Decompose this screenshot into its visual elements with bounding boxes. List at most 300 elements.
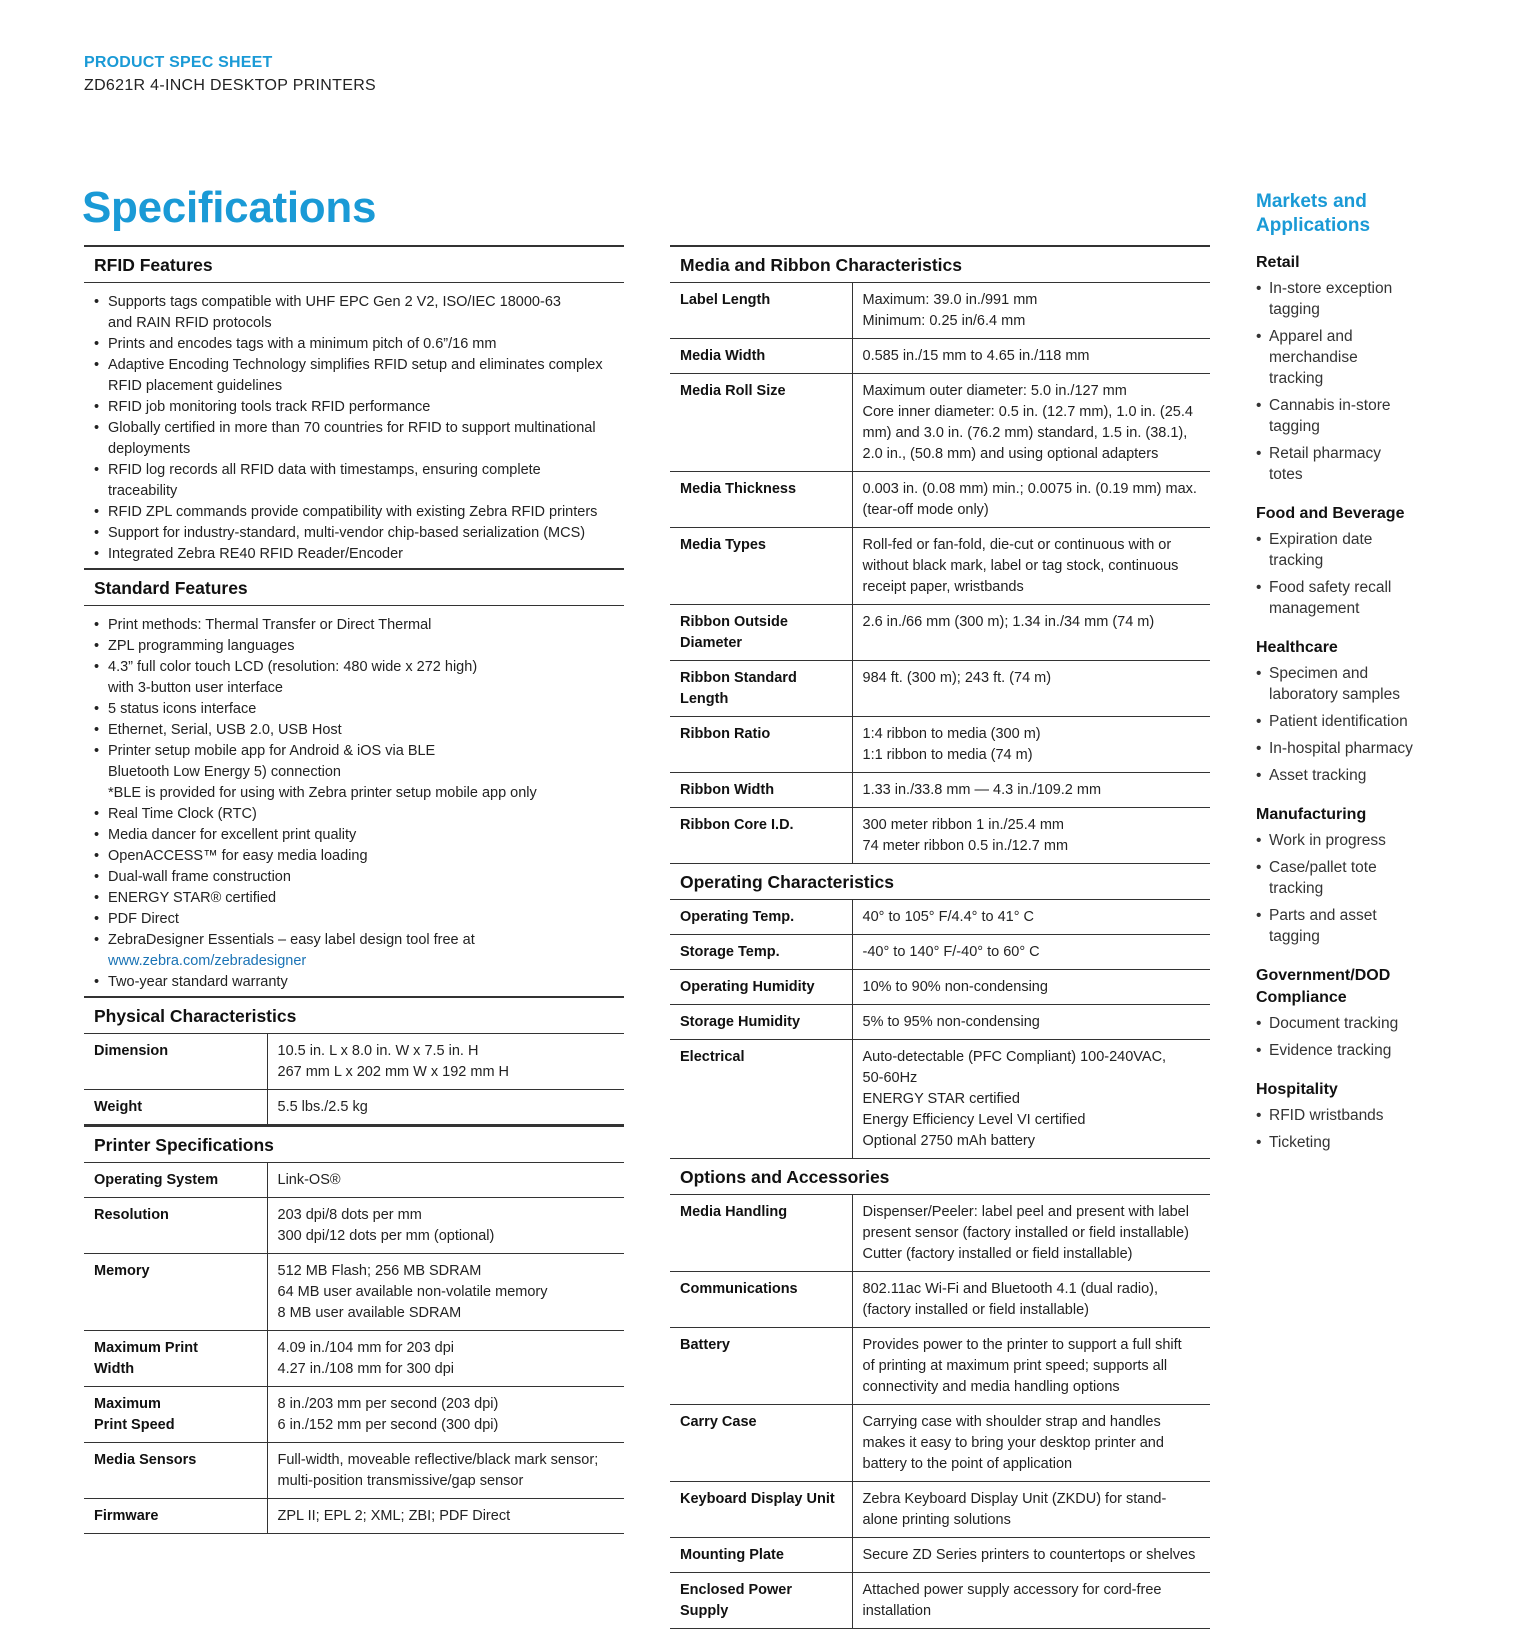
table-row xyxy=(670,1272,1210,1328)
spec-value-line: 984 ft. (300 m); 243 ft. (74 m) xyxy=(862,670,1052,686)
market-application xyxy=(1256,1040,1486,1061)
table-row xyxy=(84,1034,624,1090)
spec-label-line: Communications xyxy=(680,1281,798,1297)
market-application-line: • Food safety recall xyxy=(1269,579,1392,596)
options-accessories-section xyxy=(670,1159,1210,1629)
operating-characteristics-section xyxy=(670,864,1210,1159)
spec-value xyxy=(852,1195,1210,1272)
list-item xyxy=(94,972,616,993)
table-row xyxy=(670,773,1210,808)
spec-label-line: Media Sensors xyxy=(94,1452,197,1468)
spec-value xyxy=(852,1328,1210,1405)
list-item xyxy=(94,615,616,636)
market-applications xyxy=(1256,1013,1486,1061)
list-item-line: Bluetooth Low Energy 5) connection xyxy=(108,764,341,780)
standard-features-section xyxy=(84,568,624,996)
spec-label-line: Dimension xyxy=(94,1043,169,1059)
spec-label-line: Label Length xyxy=(680,292,771,308)
markets-list xyxy=(1256,252,1486,1153)
spec-label-line: Media Thickness xyxy=(680,481,797,497)
list-item xyxy=(94,502,616,523)
market-applications xyxy=(1256,278,1486,485)
spec-label xyxy=(670,1195,852,1272)
market-application-line: totes xyxy=(1269,466,1303,483)
market-application-line: • Apparel and xyxy=(1269,328,1353,345)
list-item xyxy=(94,418,616,460)
spec-label-line: Electrical xyxy=(680,1049,745,1065)
list-item xyxy=(94,292,616,334)
list-item-line: deployments xyxy=(108,441,191,457)
market-application-line: • Patient identification xyxy=(1269,713,1408,730)
printer-specifications-section xyxy=(84,1125,624,1534)
market-application xyxy=(1256,857,1486,899)
list-item-line: • Dual-wall frame construction xyxy=(108,869,291,885)
spec-label-line: Ribbon Standard xyxy=(680,670,797,686)
spec-value xyxy=(267,1387,624,1443)
markets-sidebar xyxy=(1256,190,1486,1159)
spec-value-line: -40° to 140° F/-40° to 60° C xyxy=(862,944,1040,960)
spec-label xyxy=(84,1254,267,1331)
spec-value-line: 267 mm L x 202 mm W x 192 mm H xyxy=(277,1064,510,1080)
table-row xyxy=(84,1090,624,1125)
list-item-line: • Supports tags compatible with UHF EPC Gen 2 V2, ISO/IEC 18000-63 xyxy=(108,294,561,310)
market-applications xyxy=(1256,830,1486,947)
spec-value-line: ZPL II; EPL 2; XML; ZBI; PDF Direct xyxy=(277,1508,511,1524)
table-row xyxy=(670,808,1210,864)
spec-value-line: without black mark, label or tag stock, continuous xyxy=(862,558,1179,574)
market-application-line: • In-store exception xyxy=(1269,280,1393,297)
list-item xyxy=(94,397,616,418)
left-column xyxy=(84,245,624,1534)
spec-label xyxy=(670,339,852,374)
list-item-line: • Ethernet, Serial, USB 2.0, USB Host xyxy=(108,722,342,738)
spec-label xyxy=(84,1198,267,1254)
spec-label-line: Length xyxy=(680,691,729,707)
table-row xyxy=(670,374,1210,472)
table-row xyxy=(670,1538,1210,1573)
spec-value-line: battery to the point of application xyxy=(862,1456,1073,1472)
table-row xyxy=(84,1499,624,1534)
list-item xyxy=(94,657,616,699)
spec-label xyxy=(670,1272,852,1328)
table-row xyxy=(84,1198,624,1254)
spec-label xyxy=(84,1331,267,1387)
bullet-list xyxy=(84,606,624,996)
spec-label-line: Storage Temp. xyxy=(680,944,780,960)
spec-value-line: Core inner diameter: 0.5 in. (12.7 mm), 1.0 in. (25.4 xyxy=(862,404,1193,420)
table-row xyxy=(670,1573,1210,1629)
spec-label-line: Battery xyxy=(680,1337,730,1353)
market-application-line: merchandise xyxy=(1269,349,1358,366)
spec-value xyxy=(852,935,1210,970)
spec-value xyxy=(852,1405,1210,1482)
spec-value xyxy=(267,1090,624,1125)
spec-label xyxy=(670,1005,852,1040)
spec-value xyxy=(852,283,1210,339)
market-category-line: Government/DOD xyxy=(1256,967,1391,984)
section-title: RFID Features xyxy=(84,247,624,283)
list-item xyxy=(94,804,616,825)
spec-value-line: (factory installed or field installable) xyxy=(862,1302,1089,1318)
market-applications xyxy=(1256,529,1486,619)
list-item-line: • ZPL programming languages xyxy=(108,638,295,654)
spec-value xyxy=(852,808,1210,864)
spec-label-line: Ribbon Outside xyxy=(680,614,788,630)
market-applications xyxy=(1256,1105,1486,1153)
list-item-line: traceability xyxy=(108,483,178,499)
market-application xyxy=(1256,1013,1486,1034)
spec-value-line: Link-OS® xyxy=(277,1172,341,1188)
table-row xyxy=(84,1443,624,1499)
spec-label xyxy=(84,1034,267,1090)
spec-value-line: 40° to 105° F/4.4° to 41° C xyxy=(862,909,1035,925)
spec-table xyxy=(670,283,1210,864)
spec-value xyxy=(267,1331,624,1387)
list-item-line: • Integrated Zebra RE40 RFID Reader/Encoder xyxy=(108,546,403,562)
market-application xyxy=(1256,278,1486,320)
middle-column xyxy=(670,245,1210,1629)
spec-label-line: Media Types xyxy=(680,537,766,553)
spec-value-line: mm) and 3.0 in. (76.2 mm) standard, 1.5 in. (38.1), xyxy=(862,425,1188,441)
market-application-line: tracking xyxy=(1269,552,1324,569)
market-application-line: • Work in progress xyxy=(1269,832,1386,849)
spec-value-line: Maximum outer diameter: 5.0 in./127 mm xyxy=(862,383,1127,399)
spec-value-line: 4.09 in./104 mm for 203 dpi xyxy=(277,1340,455,1356)
list-item-line: with 3-button user interface xyxy=(108,680,283,696)
list-item-line: • 5 status icons interface xyxy=(108,701,257,717)
rfid-features-section xyxy=(84,245,624,568)
spec-label xyxy=(670,970,852,1005)
market-application-line: management xyxy=(1269,600,1360,617)
table-row xyxy=(670,970,1210,1005)
spec-value-line: makes it easy to bring your desktop printer and xyxy=(862,1435,1164,1451)
market-application-line: • Document tracking xyxy=(1269,1015,1399,1032)
doc-subtitle: ZD621R 4-INCH DESKTOP PRINTERS xyxy=(84,77,377,94)
spec-label xyxy=(84,1387,267,1443)
spec-value-line: receipt paper, wristbands xyxy=(862,579,1024,595)
table-row xyxy=(670,1328,1210,1405)
market-category-line: Hospitality xyxy=(1256,1081,1338,1098)
list-item xyxy=(94,930,616,972)
spec-value xyxy=(852,472,1210,528)
spec-value-line: Zebra Keyboard Display Unit (ZKDU) for stand- xyxy=(862,1491,1167,1507)
market-application-line: • In-hospital pharmacy xyxy=(1269,740,1413,757)
market-application-line: tagging xyxy=(1269,418,1320,435)
spec-value-line: 0.003 in. (0.08 mm) min.; 0.0075 in. (0.19 mm) max. xyxy=(862,481,1197,497)
list-item xyxy=(94,741,616,804)
market-application-line: laboratory samples xyxy=(1269,686,1400,703)
market-section xyxy=(1256,503,1486,619)
spec-label xyxy=(84,1090,267,1125)
spec-value-line: 1.33 in./33.8 mm — 4.3 in./109.2 mm xyxy=(862,782,1102,798)
market-section xyxy=(1256,252,1486,485)
section-title: Options and Accessories xyxy=(670,1159,1210,1195)
table-row xyxy=(670,605,1210,661)
spec-value-line: 50-60Hz xyxy=(862,1070,918,1086)
market-section xyxy=(1256,965,1486,1061)
spec-label xyxy=(670,808,852,864)
table-row xyxy=(670,339,1210,374)
spec-value-line: 2.0 in., (50.8 mm) and using optional adapters xyxy=(862,446,1159,462)
list-item xyxy=(94,699,616,720)
table-row xyxy=(670,283,1210,339)
spec-label-line: Firmware xyxy=(94,1508,159,1524)
spec-label-line: Maximum Print xyxy=(94,1340,198,1356)
spec-value xyxy=(852,528,1210,605)
market-category-line: Healthcare xyxy=(1256,639,1338,656)
spec-value-line: 300 dpi/12 dots per mm (optional) xyxy=(277,1228,495,1244)
spec-value xyxy=(852,605,1210,661)
market-application-line: • Expiration date xyxy=(1269,531,1373,548)
list-item-line: • RFID ZPL commands provide compatibility with existing Zebra RFID printers xyxy=(108,504,598,520)
spec-value xyxy=(267,1443,624,1499)
list-item-line: and RAIN RFID protocols xyxy=(108,315,272,331)
table-row xyxy=(670,1405,1210,1482)
section-title: Media and Ribbon Characteristics xyxy=(670,247,1210,283)
spec-value-line: Cutter (factory installed or field installable) xyxy=(862,1246,1133,1262)
spec-value xyxy=(267,1163,624,1198)
list-item-line: • Support for industry-standard, multi-vendor chip-based serialization (MCS) xyxy=(108,525,586,541)
spec-label xyxy=(670,1482,852,1538)
list-item xyxy=(94,523,616,544)
sidebar-title-line: Applications xyxy=(1256,215,1371,236)
spec-label-line: Storage Humidity xyxy=(680,1014,801,1030)
spec-value xyxy=(852,1538,1210,1573)
spec-value xyxy=(267,1499,624,1534)
table-row xyxy=(670,1040,1210,1159)
market-application-line: • Retail pharmacy xyxy=(1269,445,1381,462)
spec-value-line: 8 MB user available SDRAM xyxy=(277,1305,462,1321)
list-item xyxy=(94,825,616,846)
spec-label-line: Maximum xyxy=(94,1396,161,1412)
spec-value xyxy=(852,661,1210,717)
spec-value-line: 74 meter ribbon 0.5 in./12.7 mm xyxy=(862,838,1069,854)
spec-value xyxy=(267,1034,624,1090)
list-item-line: • PDF Direct xyxy=(108,911,179,927)
spec-value-line: present sensor (factory installed or field installable) xyxy=(862,1225,1189,1241)
list-item xyxy=(94,334,616,355)
list-item-line: • Real Time Clock (RTC) xyxy=(108,806,257,822)
spec-label xyxy=(670,1040,852,1159)
spec-label xyxy=(670,1538,852,1573)
market-category xyxy=(1256,252,1486,274)
market-application-line: • Cannabis in-store xyxy=(1269,397,1391,414)
sidebar-title-line: Markets and xyxy=(1256,191,1367,212)
market-application xyxy=(1256,1105,1486,1126)
list-item-line: • Globally certified in more than 70 countries for RFID to support multinational xyxy=(108,420,596,436)
list-item-line: • RFID log records all RFID data with timestamps, ensuring complete xyxy=(108,462,541,478)
spec-value-line: Roll-fed or fan-fold, die-cut or continuous with or xyxy=(862,537,1172,553)
table-row xyxy=(84,1254,624,1331)
spec-label xyxy=(670,528,852,605)
page-title: Specifications xyxy=(82,183,377,232)
market-category-line: Compliance xyxy=(1256,989,1347,1006)
table-row xyxy=(84,1331,624,1387)
spec-value xyxy=(852,1005,1210,1040)
spec-value-line: ENERGY STAR certified xyxy=(862,1091,1020,1107)
spec-value-line: 512 MB Flash; 256 MB SDRAM xyxy=(277,1263,482,1279)
market-section xyxy=(1256,637,1486,786)
spec-label-line: Weight xyxy=(94,1099,143,1115)
market-application xyxy=(1256,395,1486,437)
section-title: Physical Characteristics xyxy=(84,998,624,1034)
spec-value xyxy=(852,717,1210,773)
spec-value xyxy=(852,1573,1210,1629)
market-application xyxy=(1256,326,1486,389)
list-item xyxy=(94,909,616,930)
spec-value-line: Carrying case with shoulder strap and handles xyxy=(862,1414,1161,1430)
spec-table xyxy=(670,1195,1210,1629)
market-category xyxy=(1256,804,1486,826)
table-row xyxy=(670,1005,1210,1040)
spec-value xyxy=(852,1040,1210,1159)
market-application-line: • Evidence tracking xyxy=(1269,1042,1392,1059)
list-item-line: • ENERGY STAR® certified xyxy=(108,890,277,906)
spec-label-line: Carry Case xyxy=(680,1414,757,1430)
market-application xyxy=(1256,529,1486,571)
list-item-line: • OpenACCESS™ for easy media loading xyxy=(108,848,368,864)
market-applications xyxy=(1256,663,1486,786)
table-row xyxy=(670,935,1210,970)
bullet-list xyxy=(84,283,624,568)
spec-value-line: Full-width, moveable reflective/black mark sensor; xyxy=(277,1452,599,1468)
table-row xyxy=(84,1387,624,1443)
market-category-line: Food and Beverage xyxy=(1256,505,1405,522)
spec-value-line: Provides power to the printer to support a full shift xyxy=(862,1337,1182,1353)
spec-value-line: 0.585 in./15 mm to 4.65 in./118 mm xyxy=(862,348,1090,364)
spec-value-line: Minimum: 0.25 in/6.4 mm xyxy=(862,313,1026,329)
spec-label-line: Diameter xyxy=(680,635,743,651)
spec-value-line: Attached power supply accessory for cord-free xyxy=(862,1582,1162,1598)
spec-table xyxy=(670,900,1210,1159)
section-title: Standard Features xyxy=(84,570,624,606)
market-category-line: Manufacturing xyxy=(1256,806,1367,823)
spec-label-line: Keyboard Display Unit xyxy=(680,1491,835,1507)
market-category-line: Retail xyxy=(1256,254,1300,271)
table-row xyxy=(670,1482,1210,1538)
list-item-line: • ZebraDesigner Essentials – easy label design tool free at xyxy=(108,932,475,948)
list-item xyxy=(94,544,616,565)
list-item-line: • Two-year standard warranty xyxy=(108,974,288,990)
spec-label xyxy=(670,935,852,970)
spec-value-line: 300 meter ribbon 1 in./25.4 mm xyxy=(862,817,1064,833)
list-item-line: • 4.3” full color touch LCD (resolution: 480 wide x 272 high) xyxy=(108,659,478,675)
spec-value-line: 203 dpi/8 dots per mm xyxy=(277,1207,422,1223)
spec-value-line: 10% to 90% non-condensing xyxy=(862,979,1048,995)
spec-value-line: Maximum: 39.0 in./991 mm xyxy=(862,292,1038,308)
spec-value xyxy=(852,773,1210,808)
spec-label xyxy=(670,661,852,717)
spec-label-line: Media Handling xyxy=(680,1204,788,1220)
spec-label-line: Memory xyxy=(94,1263,150,1279)
spec-value-line: Energy Efficiency Level VI certified xyxy=(862,1112,1086,1128)
market-application-line: • Specimen and xyxy=(1269,665,1369,682)
list-item-line: • Printer setup mobile app for Android & iOS via BLE xyxy=(108,743,436,759)
spec-label xyxy=(670,1405,852,1482)
spec-value-line: 5.5 lbs./2.5 kg xyxy=(277,1099,368,1115)
spec-label xyxy=(670,605,852,661)
spec-label-line: Media Width xyxy=(680,348,766,364)
spec-value-line: 4.27 in./108 mm for 300 dpi xyxy=(277,1361,455,1377)
list-item xyxy=(94,460,616,502)
physical-characteristics-section xyxy=(84,996,624,1125)
list-item-line: • Prints and encodes tags with a minimum pitch of 0.6”/16 mm xyxy=(108,336,497,352)
spec-table xyxy=(84,1163,624,1534)
market-category xyxy=(1256,1079,1486,1101)
market-application xyxy=(1256,738,1486,759)
market-section xyxy=(1256,1079,1486,1153)
list-item-line: RFID placement guidelines xyxy=(108,378,283,394)
list-item xyxy=(94,867,616,888)
spec-value-line: connectivity and media handling options xyxy=(862,1379,1120,1395)
spec-value-line: 64 MB user available non-volatile memory xyxy=(277,1284,548,1300)
spec-label xyxy=(670,1573,852,1629)
spec-value-line: 6 in./152 mm per second (300 dpi) xyxy=(277,1417,499,1433)
spec-value-line: alone printing solutions xyxy=(862,1512,1011,1528)
spec-value xyxy=(267,1198,624,1254)
market-application xyxy=(1256,577,1486,619)
spec-value xyxy=(267,1254,624,1331)
list-item xyxy=(94,888,616,909)
spec-label xyxy=(84,1499,267,1534)
spec-value xyxy=(852,339,1210,374)
media-ribbon-section xyxy=(670,245,1210,864)
spec-label-line: Operating Humidity xyxy=(680,979,815,995)
spec-label-line: Operating System xyxy=(94,1172,219,1188)
spec-label xyxy=(670,900,852,935)
spec-label-line: Enclosed Power Supply xyxy=(680,1582,793,1619)
zebradesigner-link[interactable]: www.zebra.com/zebradesigner xyxy=(108,953,307,969)
table-row xyxy=(670,472,1210,528)
table-row xyxy=(670,1195,1210,1272)
spec-value-line: Secure ZD Series printers to countertops or shelves xyxy=(862,1547,1196,1563)
spec-value xyxy=(852,374,1210,472)
market-application-line: • Asset tracking xyxy=(1269,767,1367,784)
spec-label-line: Print Speed xyxy=(94,1417,175,1433)
spec-value-line: Optional 2750 mAh battery xyxy=(862,1133,1035,1149)
spec-label xyxy=(670,374,852,472)
spec-value xyxy=(852,1482,1210,1538)
spec-label-line: Media Roll Size xyxy=(680,383,786,399)
list-item-line: • Print methods: Thermal Transfer or Direct Thermal xyxy=(108,617,432,633)
list-item xyxy=(94,720,616,741)
market-application-line: • Case/pallet tote xyxy=(1269,859,1377,876)
market-application-line: tracking xyxy=(1269,880,1324,897)
market-application-line: • Parts and asset xyxy=(1269,907,1377,924)
spec-label xyxy=(670,717,852,773)
spec-label xyxy=(670,773,852,808)
spec-label xyxy=(670,283,852,339)
market-application xyxy=(1256,830,1486,851)
market-application xyxy=(1256,443,1486,485)
market-application xyxy=(1256,711,1486,732)
list-item xyxy=(94,846,616,867)
doc-kicker: PRODUCT SPEC SHEET xyxy=(84,54,273,71)
market-category xyxy=(1256,503,1486,525)
table-row xyxy=(670,661,1210,717)
table-row xyxy=(670,717,1210,773)
spec-label-line: Resolution xyxy=(94,1207,169,1223)
market-application-line: tracking xyxy=(1269,370,1324,387)
spec-value-line: 8 in./203 mm per second (203 dpi) xyxy=(277,1396,499,1412)
spec-value xyxy=(852,1272,1210,1328)
list-item-line: • Adaptive Encoding Technology simplifies RFID setup and eliminates complex xyxy=(108,357,603,373)
list-item-line: • RFID job monitoring tools track RFID performance xyxy=(108,399,431,415)
spec-value-line: multi-position transmissive/gap sensor xyxy=(277,1473,524,1489)
spec-table xyxy=(84,1034,624,1125)
section-title: Printer Specifications xyxy=(84,1127,624,1163)
spec-value-line: 2.6 in./66 mm (300 m); 1.34 in./34 mm (74 m) xyxy=(862,614,1155,630)
